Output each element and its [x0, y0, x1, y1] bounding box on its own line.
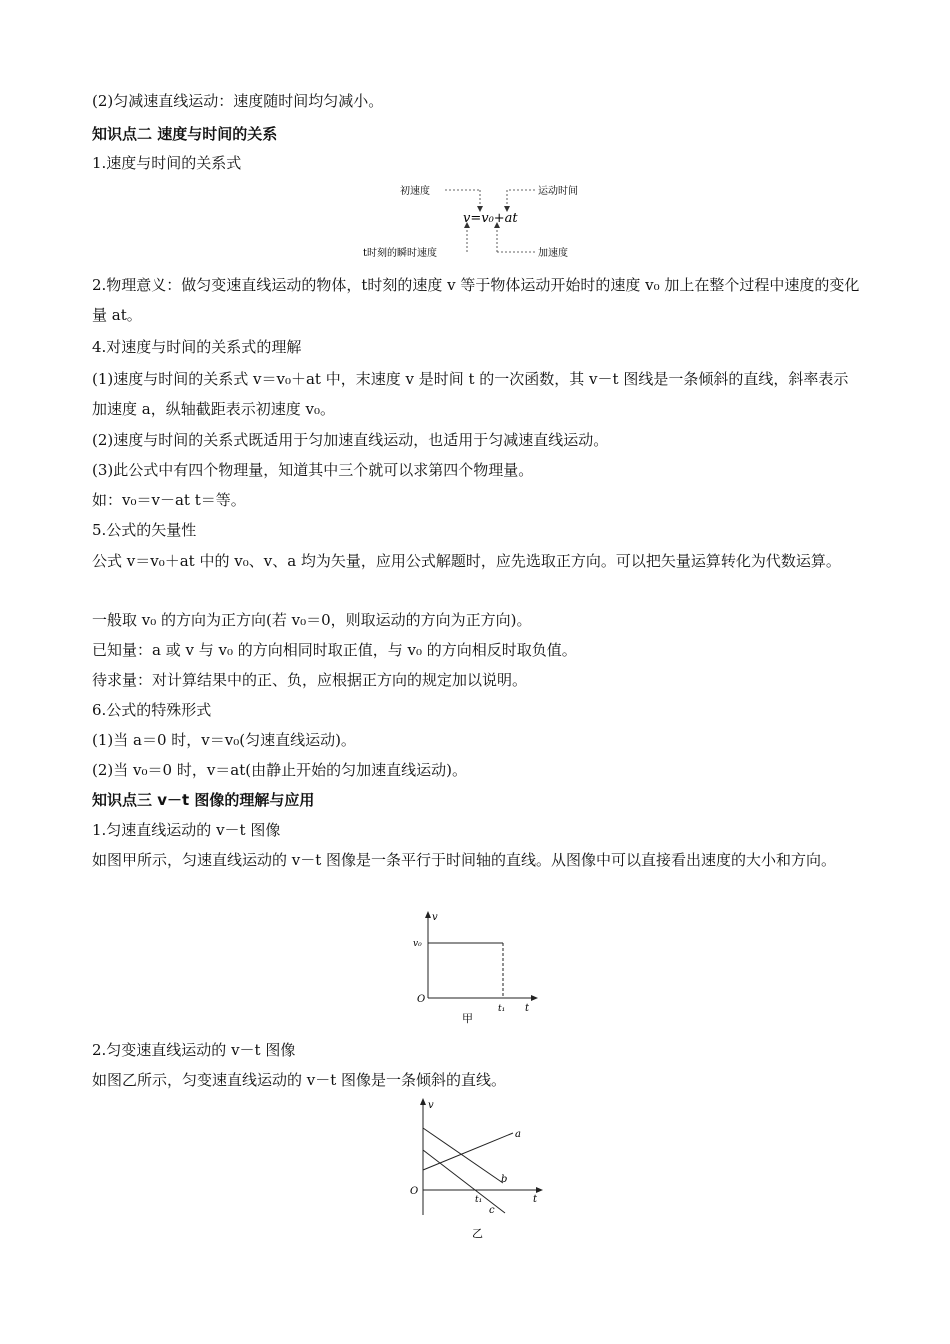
- text-line: (3)此公式中有四个物理量，知道其中三个就可以求第四个物理量。: [92, 461, 534, 479]
- text-line: (2)匀减速直线运动：速度随时间均匀减小。: [92, 92, 384, 110]
- figure-jia: [405, 908, 545, 1028]
- line-a: [423, 1133, 513, 1170]
- section-heading: 知识点二 速度与时间的关系: [92, 125, 278, 143]
- text-line: 1.速度与时间的关系式: [92, 154, 242, 172]
- text-paragraph: 如图甲所示，匀速直线运动的 v－t 图像是一条平行于时间轴的直线。从图像中可以直接看出速度的大小和方向。: [92, 851, 837, 869]
- text-line: 一般取 v₀ 的方向为正方向(若 v₀＝0，则取运动的方向为正方向)。: [92, 611, 532, 629]
- figure-yi: [405, 1095, 550, 1245]
- v-axis-label: v: [428, 1100, 434, 1111]
- figure-caption: 乙: [472, 1227, 483, 1240]
- t-axis-label: t: [533, 1194, 538, 1205]
- line-c-label: c: [489, 1205, 495, 1216]
- v-axis-label: v: [432, 912, 438, 923]
- text-line: 待求量：对计算结果中的正、负，应根据正方向的规定加以说明。: [92, 671, 528, 689]
- line-a-label: a: [515, 1129, 521, 1140]
- text-line: 5.公式的矢量性: [92, 521, 197, 539]
- text-line: 6.公式的特殊形式: [92, 701, 212, 719]
- text-line: 已知量：a 或 v 与 v₀ 的方向相同时取正值，与 v₀ 的方向相反时取负值。: [92, 641, 577, 659]
- text-paragraph: (1)速度与时间的关系式 v＝v₀＋at 中，末速度 v 是时间 t 的一次函数，其 v－t 图线是一条倾斜的直线，斜率表示加速度 a，纵轴截距表示初速度 v₀。: [92, 370, 849, 418]
- label-instant-velocity: t时刻的瞬时速度: [363, 248, 438, 259]
- text-line: (2)速度与时间的关系式既适用于匀加速直线运动，也适用于匀减速直线运动。: [92, 431, 609, 449]
- origin-label: O: [417, 994, 426, 1005]
- t1-label: t₁: [475, 1195, 483, 1205]
- line-c: [423, 1150, 508, 1213]
- text-paragraph: 公式 v＝v₀＋at 中的 v₀、v、a 均为矢量，应用公式解题时，应先选取正方向。可以把矢量运算转化为代数运算。: [92, 552, 841, 570]
- line-b: [423, 1128, 503, 1183]
- text-line: 如图乙所示，匀变速直线运动的 v－t 图像是一条倾斜的直线。: [92, 1071, 507, 1089]
- figure-caption: 甲: [462, 1012, 473, 1025]
- label-motion-time: 运动时间: [538, 186, 578, 197]
- origin-label: O: [410, 1186, 419, 1197]
- text-line: (2)当 v₀＝0 时，v＝at(由静止开始的匀加速直线运动)。: [92, 761, 467, 779]
- formula-diagram: [363, 180, 595, 262]
- text-line: (1)当 a＝0 时，v＝v₀(匀速直线运动)。: [92, 731, 356, 749]
- text-line: 2.匀变速直线运动的 v－t 图像: [92, 1041, 296, 1059]
- label-acceleration: 加速度: [538, 248, 568, 259]
- formula-equation: v=v₀+at: [463, 211, 518, 226]
- v0-label: v₀: [413, 939, 422, 949]
- text-line: 1.匀速直线运动的 v－t 图像: [92, 821, 281, 839]
- text-line: 如：v₀＝v－at t＝等。: [92, 491, 246, 509]
- line-b-label: b: [501, 1174, 508, 1185]
- text-line: 4.对速度与时间的关系式的理解: [92, 338, 302, 356]
- text-paragraph: 2.物理意义：做匀变速直线运动的物体，t时刻的速度 v 等于物体运动开始时的速度 v₀ 加上在整个过程中速度的变化量 at。: [92, 276, 860, 324]
- t1-label: t₁: [498, 1004, 506, 1014]
- section-heading: 知识点三 v－t 图像的理解与应用: [92, 791, 315, 809]
- t-axis-label: t: [525, 1003, 530, 1014]
- label-initial-velocity: 初速度: [400, 186, 430, 197]
